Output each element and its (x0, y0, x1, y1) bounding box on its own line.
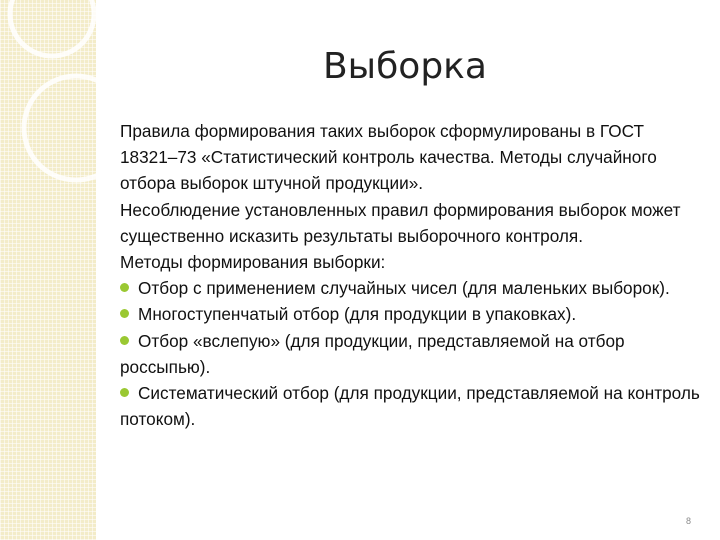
list-item (120, 328, 705, 380)
list-item (120, 301, 705, 327)
methods-list (120, 275, 705, 432)
list-item-text: Многоступенчатый отбор (для продукции в упаковках). (138, 304, 577, 325)
paragraph-methods-heading: Методы формирования выборки: (120, 252, 386, 273)
paragraph-gost: Правила формирования таких выборок сформулированы в ГОСТ 18321–73 «Статистический контроль качества. Методы случайного отбора выборок штучной продукции». (120, 121, 657, 194)
list-item (120, 275, 705, 301)
bullet-dot-icon (120, 309, 129, 318)
bullet-dot-icon (120, 336, 129, 345)
page-number: 8 (686, 516, 692, 526)
decorative-circles (0, 0, 96, 540)
paragraph-violation: Несоблюдение установленных правил формирования выборок может существенно исказить результаты выборочного контроля. (120, 199, 681, 246)
list-item-text: Отбор «вслепую» (для продукции, представляемой на отбор россыпью). (120, 330, 625, 377)
slide-body (120, 118, 705, 432)
bullet-dot-icon (120, 388, 129, 397)
slide-title: Выборка (322, 46, 487, 87)
decorative-side-band (0, 0, 96, 540)
list-item-text: Отбор с применением случайных чисел (для маленьких выборок). (138, 278, 670, 299)
bullet-dot-icon (120, 283, 129, 292)
list-item (120, 380, 705, 432)
list-item-text: Систематический отбор (для продукции, представляемой на контроль потоком). (120, 383, 700, 430)
